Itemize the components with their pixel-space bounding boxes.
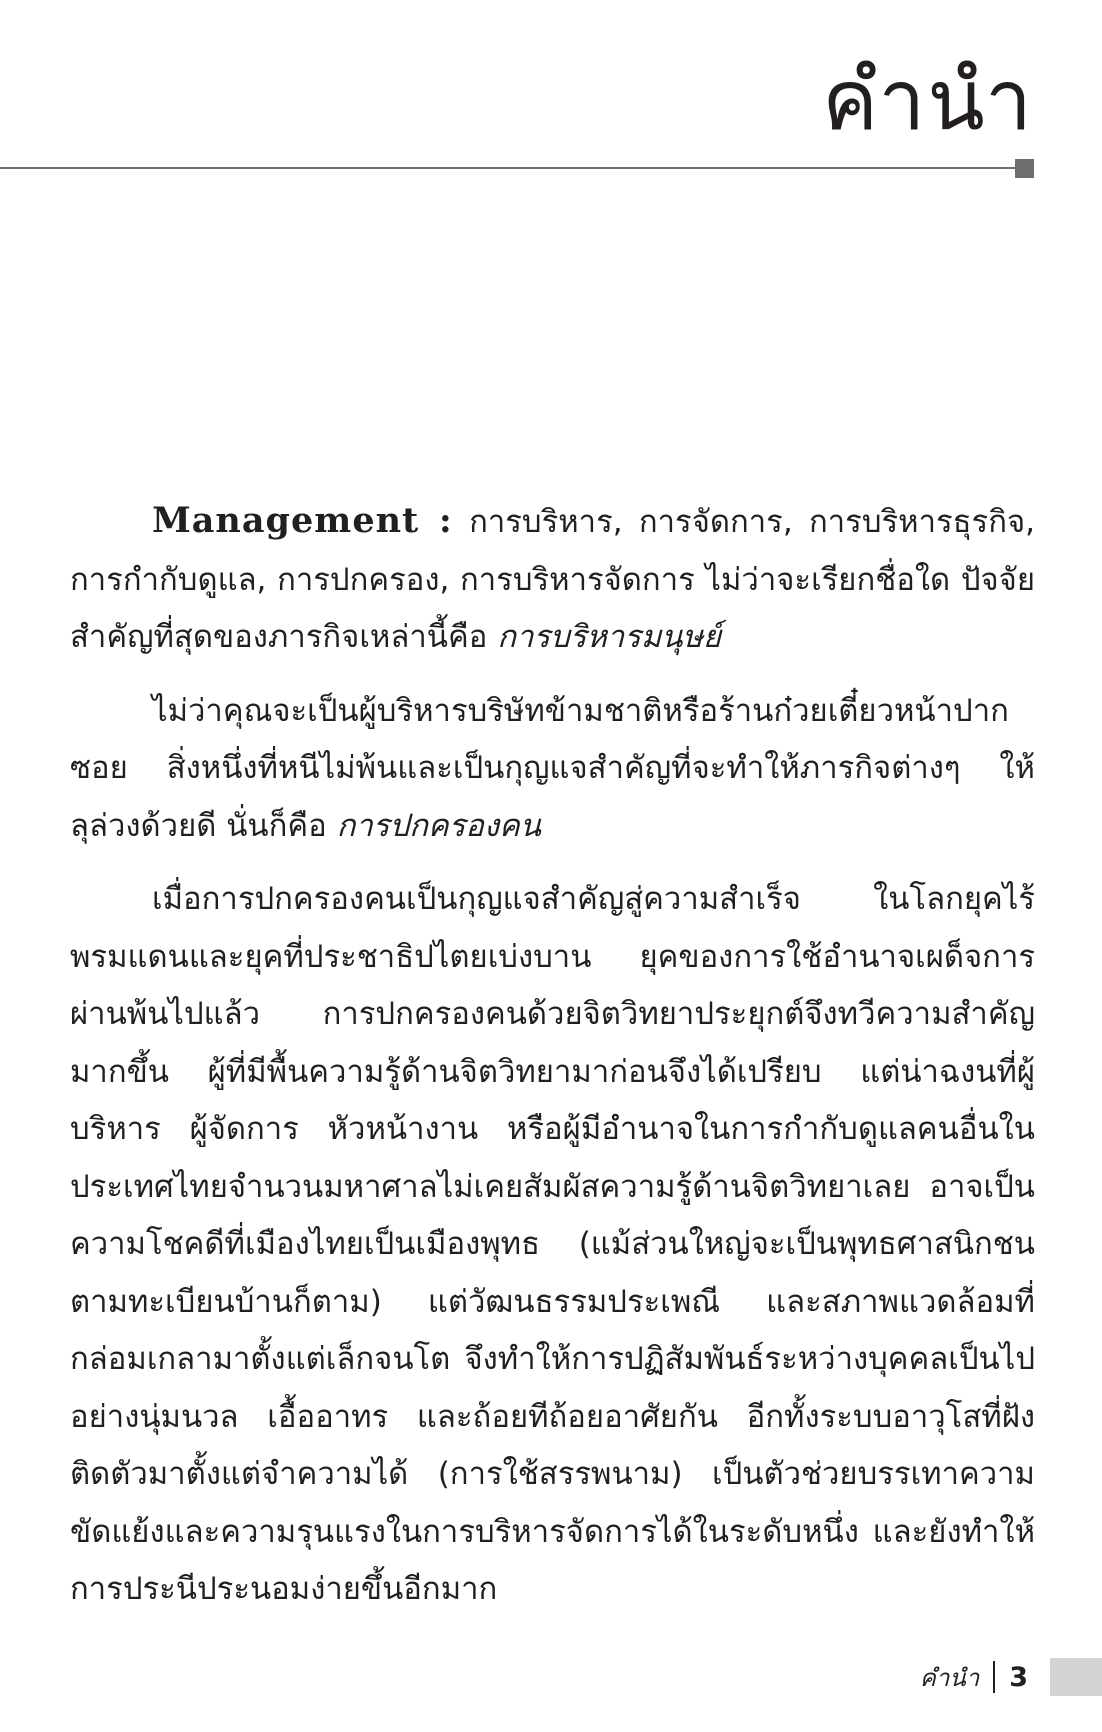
chapter-title: คำนำ: [822, 51, 1034, 149]
title-rule: [0, 167, 1032, 169]
footer-divider: [993, 1661, 995, 1693]
paragraph-text: เมื่อการปกครองคนเป็นกุญแจสำคัญสู่ความสำเร็จ ในโลกยุคไร้พรมแดนและยุคที่ประชาธิปไตยเบ่งบาน ยุคของการใช้อำนาจเผด็จการผ่านพ้นไปแล้ว การปกครองคนด้วยจิตวิทยาประยุกต์จึงทวีความสำคัญมากขึ้น ผู้ที่มีพื้นความรู้ด้านจิตวิทยามาก่อนจึงได้เปรียบ แต่น่าฉงนที่ผู้บริหาร ผู้จัดการ หัวหน้างาน หรือผู้มีอำนาจในการกำกับดูแลคนอื่นในประเทศไทยจำนวนมหาศาลไม่เคยสัมผัสความรู้ด้านจิตวิทยาเลย อาจเป็นความโชคดีที่เมืองไทยเป็นเมืองพุทธ (แม้ส่วนใหญ่จะเป็นพุทธศาสนิกชนตามทะเบียนบ้านก็ตาม) แต่วัฒนธรรมประเพณี และสภาพแวดล้อมที่กล่อมเกลามาตั้งแต่เล็กจนโต จึงทำให้การปฏิสัมพันธ์ระหว่างบุคคลเป็นไปอย่างนุ่มนวล เอื้ออาทร และถ้อยทีถ้อยอาศัยกัน อีกทั้งระบบอาวุโสที่ฝังติดตัวมาตั้งแต่จำความได้ (การใช้สรรพนาม) เป็นตัวช่วยบรรเทาความขัดแย้งและความรุนแรงในการบริหารจัดการได้ในระดับหนึ่ง และยังทำให้การประนีประนอมง่ายขึ้นอีกมาก: [70, 881, 1035, 1607]
footer-tab-block: [1050, 1658, 1102, 1696]
paragraph-psychology: [70, 871, 1035, 1619]
emphasis-text: การบริหารมนุษย์: [497, 619, 722, 655]
paragraph-management: [70, 492, 1035, 667]
paragraph-text: ไม่ว่าคุณจะเป็นผู้บริหารบริษัทข้ามชาติหรือร้านก๋วยเตี๋ยวหน้าปากซอย สิ่งหนึ่งที่หนีไม่พ้นและเป็นกุญแจสำคัญที่จะทำให้ภารกิจต่างๆ ให้ลุล่วงด้วยดี นั่นก็คือ: [70, 692, 1035, 844]
page-number: 3: [1009, 1661, 1028, 1693]
paragraph-governing: [70, 683, 1035, 856]
emphasis-text: การปกครองคน: [336, 807, 541, 844]
title-square-ornament: [1015, 159, 1034, 178]
page-footer: [920, 1652, 1102, 1702]
running-footer-label: คำนำ: [919, 1663, 980, 1692]
lead-term: Management :: [152, 500, 453, 541]
body-text: [70, 492, 1035, 1635]
paragraph-text: การบริหาร, การจัดการ, การบริหารธุรกิจ, การกำกับดูแล, การปกครอง, การบริหารจัดการ ไม่ว่าจะเรียกชื่อใด ปัจจัยสำคัญที่สุดของภารกิจเหล่านี้คือ: [70, 504, 1035, 655]
